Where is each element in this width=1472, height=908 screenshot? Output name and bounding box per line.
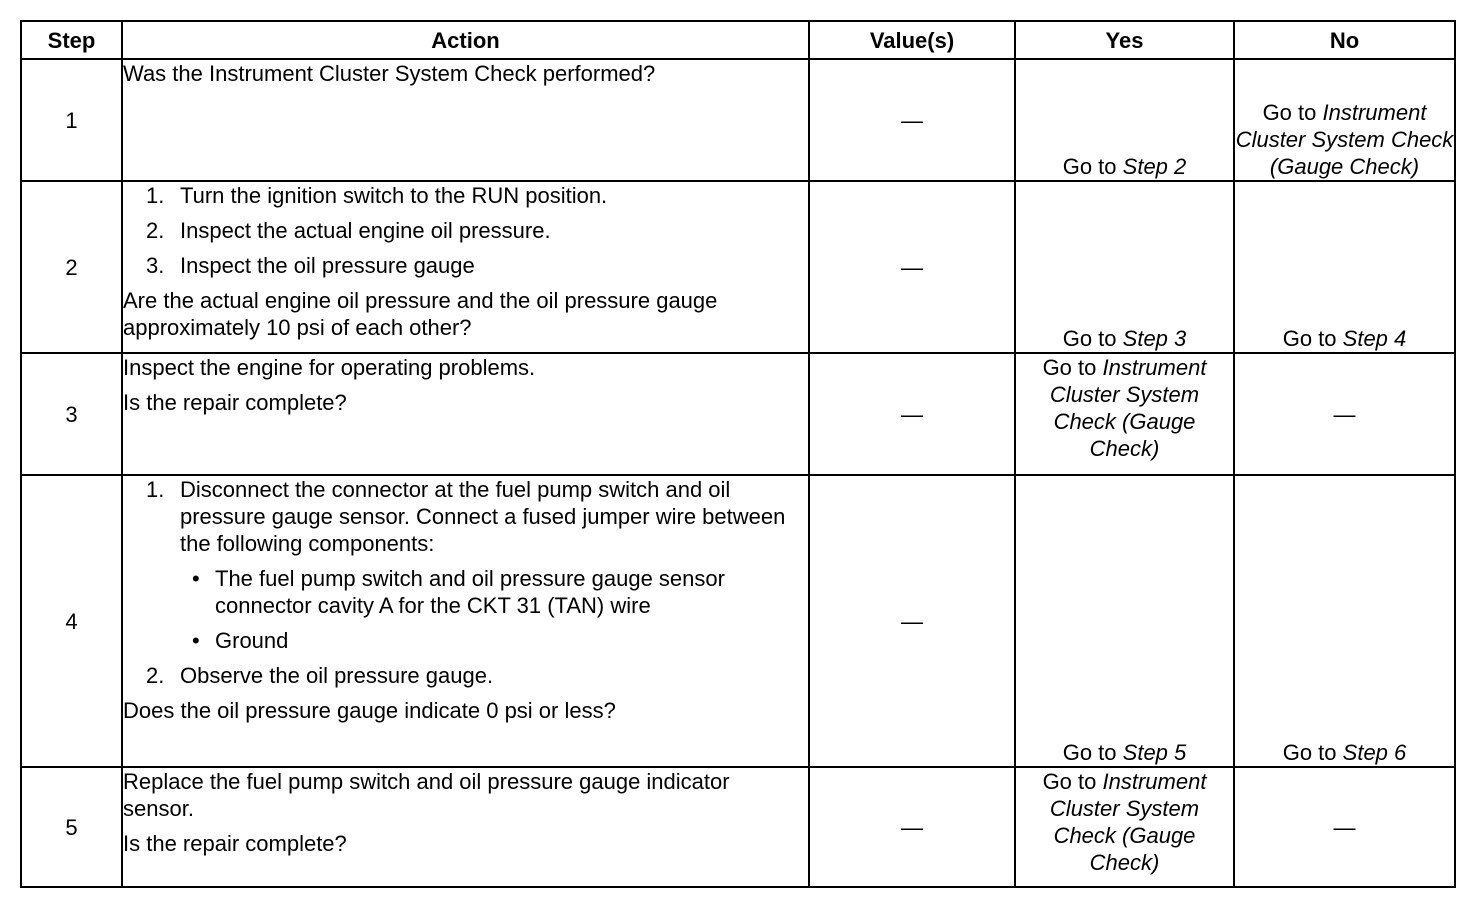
bullet-item	[180, 627, 808, 654]
yes-target-link[interactable]: Step 5	[1122, 740, 1187, 765]
action-cell	[122, 181, 809, 353]
no-prefix: Go to	[1262, 100, 1317, 125]
header-yes: Yes	[1015, 21, 1234, 59]
header-values: Value(s)	[809, 21, 1015, 59]
item-text: Inspect the actual engine oil pressure.	[180, 218, 551, 243]
table-row	[21, 353, 1455, 475]
value-cell	[809, 475, 1015, 767]
list-item	[123, 182, 808, 209]
action-steps	[123, 476, 808, 689]
no-target-link[interactable]: Instrument Cluster System Check (Gauge Check)	[1235, 100, 1454, 179]
yes-prefix: Go to	[1062, 326, 1117, 351]
item-text: Disconnect the connector at the fuel pump switch and oil pressure gauge sensor. Connect a fused jumper wire between the following components:	[180, 477, 786, 556]
value-dash: —	[901, 254, 923, 280]
yes-cell	[1015, 181, 1234, 353]
bullet-text: The fuel pump switch and oil pressure gauge sensor connector cavity A for the CKT 31 (TAN) wire	[215, 566, 725, 618]
yes-cell	[1015, 475, 1234, 767]
header-no: No	[1234, 21, 1455, 59]
item-number: 1.	[146, 183, 165, 208]
action-question: Is the repair complete?	[123, 390, 347, 415]
action-question: Does the oil pressure gauge indicate 0 psi or less?	[123, 698, 616, 723]
step-number: 1	[21, 59, 122, 181]
yes-prefix: Go to	[1062, 740, 1117, 765]
action-question: Is the repair complete?	[123, 831, 347, 856]
table-row	[21, 181, 1455, 353]
action-cell	[122, 59, 809, 181]
no-cell	[1234, 767, 1455, 887]
no-cell	[1234, 475, 1455, 767]
list-item	[123, 252, 808, 279]
no-cell	[1234, 59, 1455, 181]
no-cell	[1234, 181, 1455, 353]
step-number: 3	[21, 353, 122, 475]
value-dash: —	[901, 401, 923, 427]
value-cell	[809, 767, 1015, 887]
value-cell	[809, 181, 1015, 353]
yes-target-link[interactable]: Step 2	[1122, 154, 1187, 179]
value-cell	[809, 353, 1015, 475]
bullet-list	[180, 565, 808, 654]
action-cell	[122, 475, 809, 767]
yes-prefix: Go to	[1042, 355, 1097, 380]
action-steps	[123, 182, 808, 279]
no-prefix: Go to	[1282, 740, 1337, 765]
bullet-item	[180, 565, 735, 619]
yes-prefix: Go to	[1062, 154, 1117, 179]
step-number: 2	[21, 181, 122, 353]
item-text: Inspect the oil pressure gauge	[180, 253, 475, 278]
item-number: 2.	[146, 663, 165, 688]
list-item	[123, 217, 808, 244]
list-item	[123, 662, 808, 689]
bullet-icon: •	[192, 628, 200, 653]
no-cell	[1234, 353, 1455, 475]
diagnostic-table	[20, 20, 1456, 888]
table-row	[21, 59, 1455, 181]
table-row	[21, 767, 1455, 887]
no-prefix: Go to	[1282, 326, 1337, 351]
yes-target-link[interactable]: Instrument Cluster System Check (Gauge Check)	[1049, 769, 1207, 875]
header-row	[21, 21, 1455, 59]
yes-cell	[1015, 353, 1234, 475]
item-number: 2.	[146, 218, 165, 243]
value-cell	[809, 59, 1015, 181]
item-number: 3.	[146, 253, 165, 278]
yes-target-link[interactable]: Instrument Cluster System Check (Gauge Check)	[1049, 355, 1207, 461]
header-action: Action	[122, 21, 809, 59]
table-row	[21, 475, 1455, 767]
step-number: 4	[21, 475, 122, 767]
list-item	[123, 476, 808, 654]
bullet-icon: •	[192, 566, 200, 591]
action-text: Replace the fuel pump switch and oil pressure gauge indicator sensor.	[123, 769, 730, 821]
step-number: 5	[21, 767, 122, 887]
value-dash: —	[901, 814, 923, 840]
action-cell	[122, 353, 809, 475]
value-dash: —	[901, 107, 923, 133]
yes-cell	[1015, 59, 1234, 181]
action-cell	[122, 767, 809, 887]
item-text: Turn the ignition switch to the RUN position.	[180, 183, 608, 208]
action-question: Are the actual engine oil pressure and the oil pressure gauge approximately 10 psi of each other?	[123, 288, 718, 340]
no-dash: —	[1333, 814, 1356, 840]
item-number: 1.	[146, 477, 165, 502]
yes-target-link[interactable]: Step 3	[1122, 326, 1187, 351]
header-step: Step	[21, 21, 122, 59]
action-text: Inspect the engine for operating problems.	[123, 355, 536, 380]
no-target-link[interactable]: Step 6	[1342, 740, 1407, 765]
action-text: Was the Instrument Cluster System Check performed?	[123, 61, 656, 86]
no-dash: —	[1333, 401, 1356, 427]
yes-prefix: Go to	[1042, 769, 1097, 794]
no-target-link[interactable]: Step 4	[1342, 326, 1407, 351]
yes-cell	[1015, 767, 1234, 887]
item-text: Observe the oil pressure gauge.	[180, 663, 494, 688]
bullet-text: Ground	[215, 628, 289, 653]
value-dash: —	[901, 608, 923, 634]
